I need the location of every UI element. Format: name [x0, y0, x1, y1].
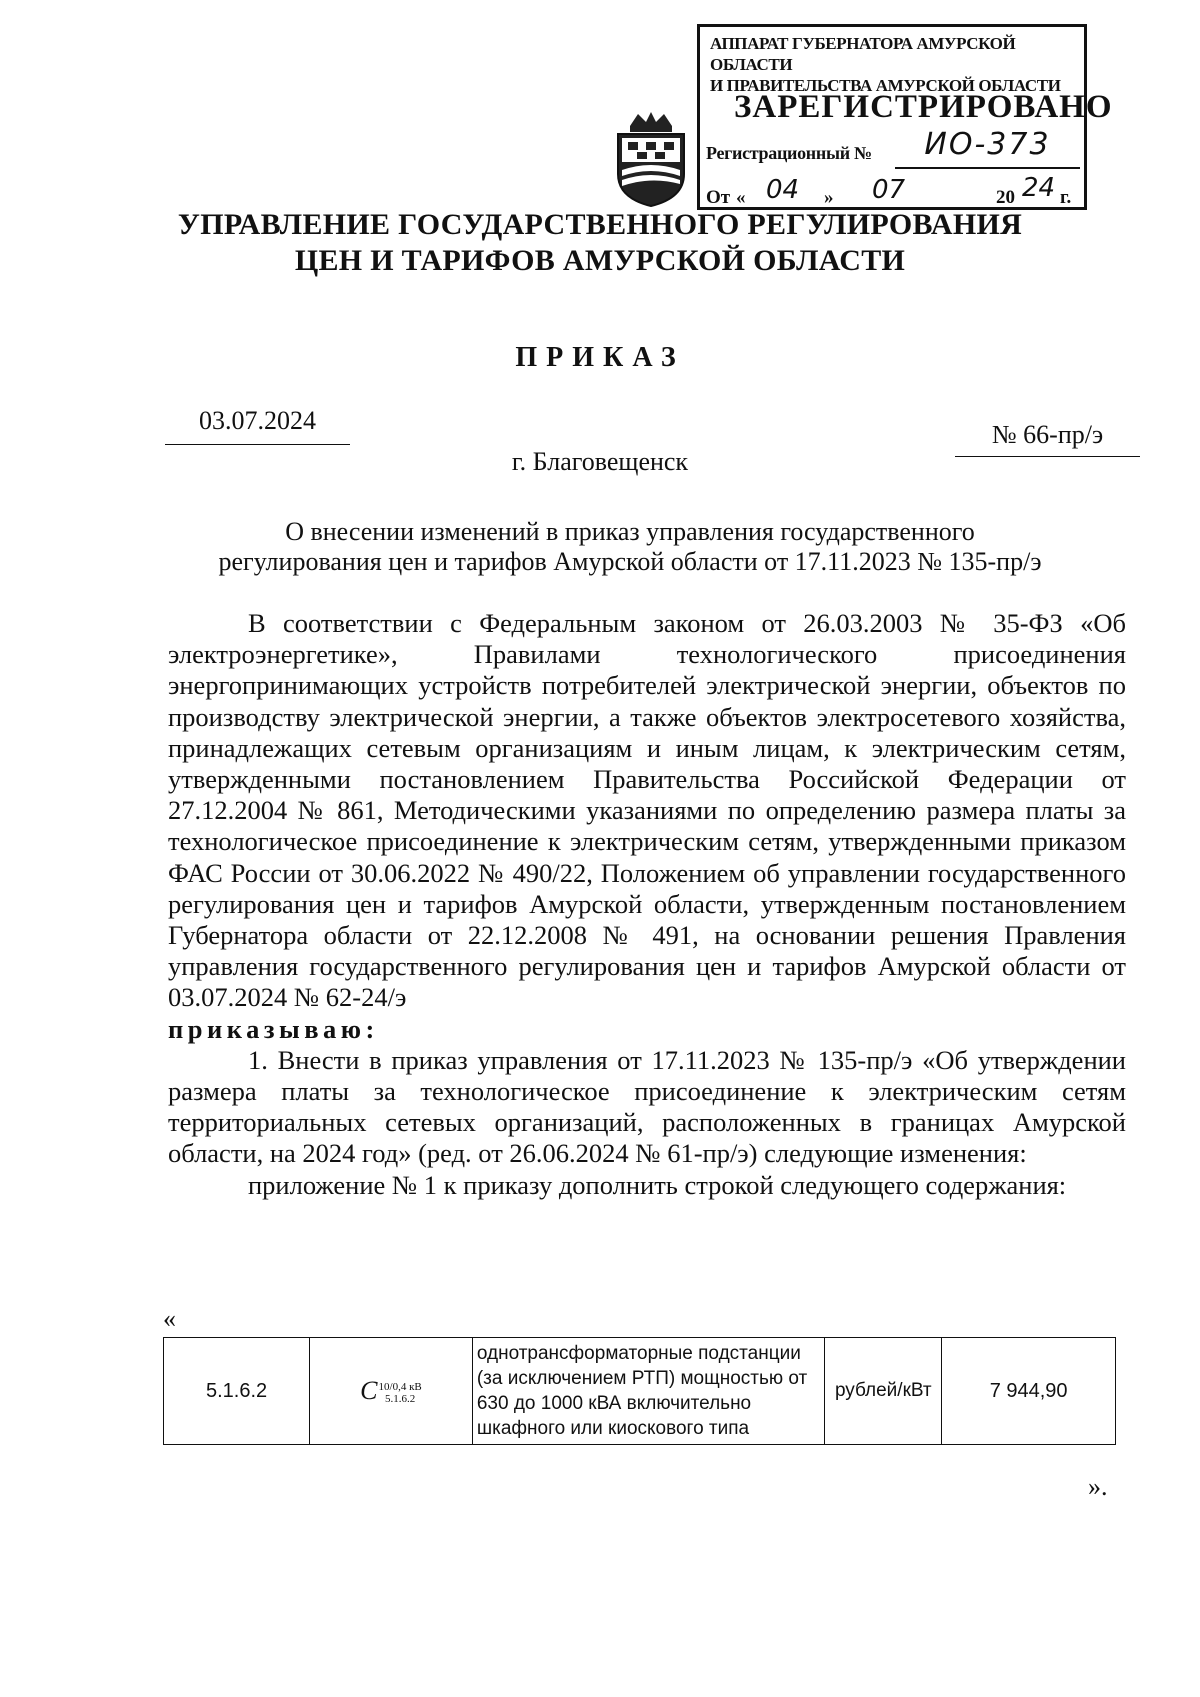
formula-symbol: [360, 1376, 422, 1405]
subject-line1: О внесении изменений в приказ управления государственного: [285, 517, 975, 546]
formula-indices: [379, 1381, 422, 1405]
stamp-organization: [710, 33, 1076, 96]
stamp-quote-close: »: [824, 187, 834, 208]
stamp-quote-open: «: [736, 187, 746, 208]
cell-description: однотрансформаторные подстанции (за исключением РТП) мощностью от 630 до 1000 кВА включительно шкафного или киоскового типа: [472, 1338, 824, 1445]
formula-sup: 10/0,4 кВ: [378, 1381, 422, 1394]
cell-formula: [310, 1338, 473, 1445]
stamp-year-suffix: 24: [1022, 173, 1056, 203]
subject-line2: регулирования цен и тарифов Амурской области от 17.11.2023 № 135-пр/э: [218, 547, 1042, 576]
stamp-reg-label: Регистрационный №: [706, 143, 872, 163]
table-quote-open: «: [163, 1304, 176, 1333]
coat-of-arms-icon: [608, 108, 694, 208]
registration-stamp: [697, 24, 1113, 210]
stamp-year-prefix: 20: [996, 187, 1015, 208]
document-number: № 66-пр/э: [955, 420, 1140, 457]
stamp-org-line2: И ПРАВИТЕЛЬСТВА АМУРСКОЙ ОБЛАСТИ: [710, 76, 1061, 95]
item-1-paragraph: 1. Внести в приказ управления от 17.11.2023 № 135-пр/э «Об утверждении размера платы за технологическое присоединение к электрическим сетям территориальных сетевых организаций, расположенных в границах Амурской области, на 2024 год» (ред. от 26.06.2024 № 61-пр/э) следующие изменения:: [168, 1044, 1126, 1169]
item-1-sub-paragraph: приложение № 1 к приказу дополнить строкой следующего содержания:: [248, 1169, 1067, 1200]
table-row: [164, 1338, 1116, 1445]
stamp-month: 07: [872, 175, 906, 205]
stamp-year-mark: г.: [1060, 187, 1072, 208]
document-subject: [160, 517, 1100, 577]
document-city: г. Благовещенск: [511, 447, 689, 476]
stamp-title: ЗАРЕГИСТРИРОВАНО: [734, 89, 1113, 125]
order-word: приказываю:: [168, 1013, 379, 1044]
stamp-day: 04: [766, 175, 800, 205]
document-type: ПРИКАЗ: [515, 342, 685, 373]
agency-name-line2: ЦЕН И ТАРИФОВ АМУРСКОЙ ОБЛАСТИ: [294, 244, 906, 277]
stamp-date-label: От: [706, 187, 731, 208]
agency-name-line1: УПРАВЛЕНИЕ ГОСУДАРСТВЕННОГО РЕГУЛИРОВАНИЯ: [177, 208, 1023, 241]
table-quote-close: ».: [1088, 1472, 1108, 1501]
preamble-paragraph: В соответствии с Федеральным законом от 26.03.2003 № 35-ФЗ «Об электроэнергетике», Правилами технологического присоединения энергопринимающих устройств потребителей электрической энергии, объектов по производству электрической энергии, а также объектов электросетевого хозяйства, принадлежащих сетевым организациям и иным лицам, к электрическим сетям, утвержденными постановлением Правительства Российской Федерации от 27.12.2004 № 861, Методическими указаниями по определению размера платы за технологическое присоединение к электрическим сетям, утвержденными приказом ФАС России от 30.06.2022 № 490/22, Положением об управлении государственного регулирования цен и тарифов Амурской области, утвержденным постановлением Губернатора области от 22.12.2008 № 491, на основании решения Правления управления государственного регулирования цен и тарифов Амурской области от 03.07.2024 № 62-24/э: [168, 608, 1126, 1013]
stamp-org-line1: АППАРАТ ГУБЕРНАТОРА АМУРСКОЙ ОБЛАСТИ: [710, 34, 1016, 74]
cell-code: 5.1.6.2: [164, 1338, 310, 1445]
document-body: [168, 608, 1126, 1201]
formula-letter: C: [360, 1376, 378, 1405]
cell-unit: рублей/кВт: [825, 1338, 942, 1445]
appendix-table: [163, 1337, 1116, 1445]
formula-sub: 5.1.6.2: [385, 1393, 416, 1406]
cell-value: 7 944,90: [942, 1338, 1116, 1445]
stamp-reg-number: ИО-373: [895, 127, 1080, 169]
document-date: 03.07.2024: [165, 406, 350, 445]
